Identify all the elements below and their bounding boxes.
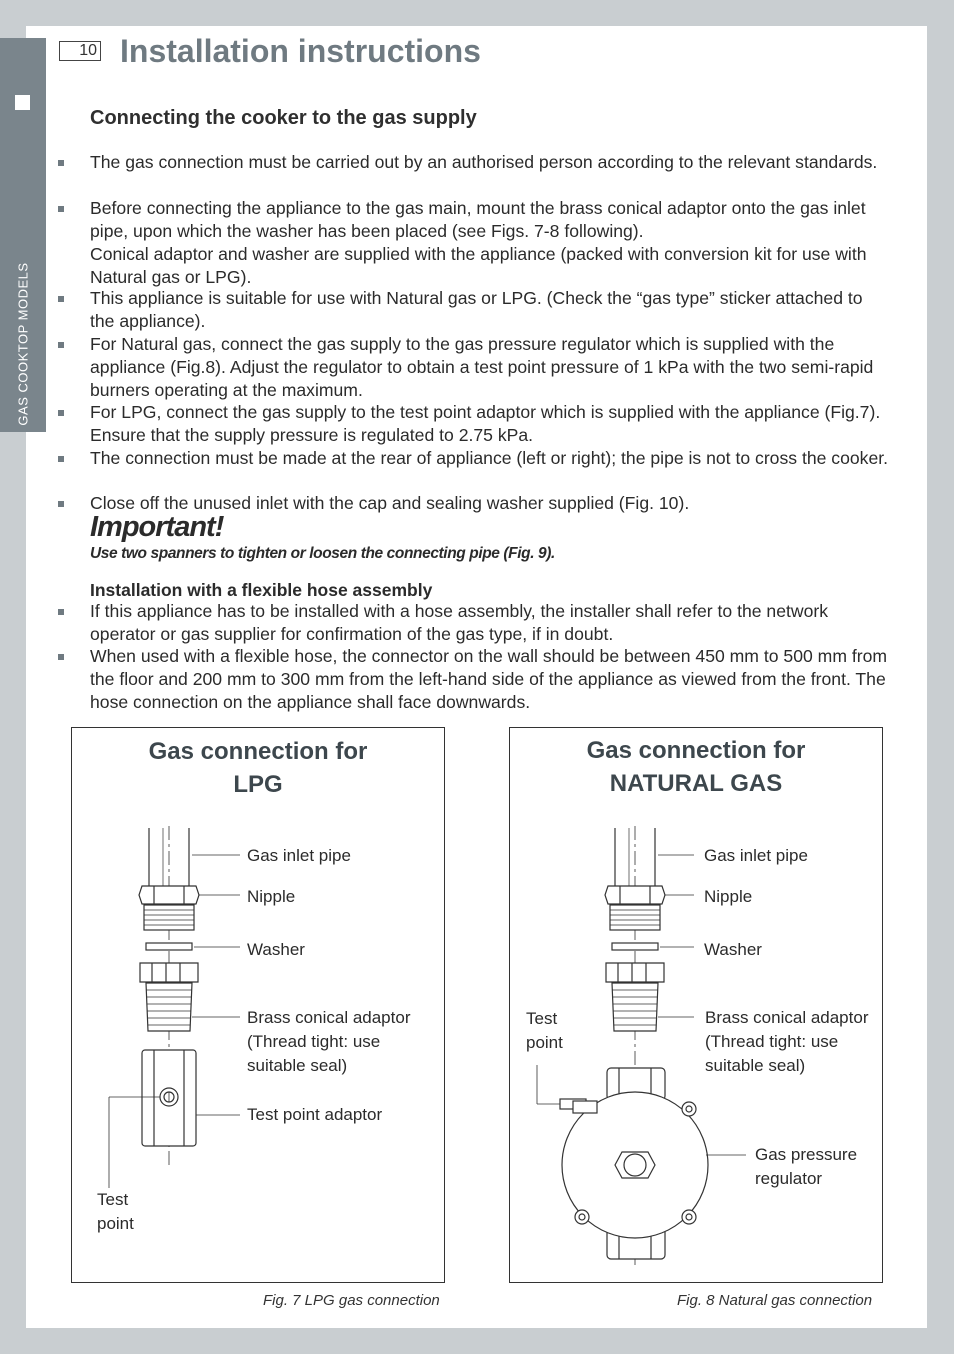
- list-item: [90, 645, 890, 714]
- list-item: [90, 600, 890, 646]
- figure-caption: Fig. 7 LPG gas connection: [263, 1292, 440, 1309]
- bullet-marker: [58, 296, 64, 302]
- label-gas-pressure-regulator: regulator: [755, 1169, 823, 1188]
- list-item-text: Close off the unused inlet with the cap and sealing washer supplied (Fig. 10).: [90, 493, 690, 513]
- list-item: [90, 151, 890, 174]
- label-washer: Washer: [247, 940, 305, 959]
- label-gas-pressure-regulator: Gas pressure: [755, 1145, 858, 1164]
- figure-caption: Fig. 8 Natural gas connection: [677, 1292, 873, 1309]
- figure-title: Gas connection for: [586, 737, 806, 764]
- list-item: [90, 197, 890, 289]
- label-washer: Washer: [704, 940, 762, 959]
- tab-marker: [15, 95, 30, 110]
- label-brass-adaptor: (Thread tight: use: [705, 1032, 839, 1051]
- label-nipple: Nipple: [247, 887, 296, 906]
- label-test-point: point: [526, 1033, 563, 1052]
- list-item-text: This appliance is suitable for use with Natural gas or LPG. (Check the “gas type” sticker attached to the appliance).: [90, 288, 863, 331]
- bullet-marker: [58, 501, 64, 507]
- list-item: [90, 333, 890, 402]
- list-item-text: Conical adaptor and washer are supplied with the appliance (packed with conversion kit for use with Natural gas or LPG).: [90, 244, 867, 287]
- label-gas-inlet-pipe: Gas inlet pipe: [247, 846, 351, 865]
- list-item-text: For LPG, connect the gas supply to the test point adaptor which is supplied with the appliance (Fig.7). Ensure that the supply pressure is regulated to 2.75 kPa.: [90, 402, 881, 445]
- list-item: [90, 287, 890, 333]
- label-brass-adaptor: (Thread tight: use: [247, 1032, 381, 1051]
- list-item: [90, 447, 890, 470]
- side-tab: [0, 38, 46, 432]
- bullet-marker: [58, 206, 64, 212]
- figure-title: LPG: [233, 771, 283, 798]
- label-test-point-adaptor: Test point adaptor: [247, 1105, 383, 1124]
- list-item-text: If this appliance has to be installed with a hose assembly, the installer shall refer to the network operator or gas supplier for confirmation of the gas type, if in doubt.: [90, 601, 829, 644]
- bullet-marker: [58, 410, 64, 416]
- label-brass-adaptor: suitable seal): [247, 1056, 348, 1075]
- bullet-marker: [58, 609, 64, 615]
- bullet-marker: [58, 160, 64, 166]
- figure-lpg: [71, 727, 445, 1283]
- hose-heading: Installation with a flexible hose assembly: [90, 580, 433, 600]
- side-tab-label: GAS COOKTOP MODELS: [15, 262, 31, 426]
- page-title: Installation instructions: [120, 33, 481, 69]
- figure-title: Gas connection for: [148, 738, 368, 765]
- figure-natural-gas: [509, 727, 883, 1283]
- bullet-marker: [58, 342, 64, 348]
- list-item-text: For Natural gas, connect the gas supply to the gas pressure regulator which is supplied with the appliance (Fig.8). Adjust the regulator to obtain a test point pressure of 1 kPa with the two semi-rapid burners operating at the maximum.: [90, 334, 874, 400]
- section-heading: Connecting the cooker to the gas supply: [90, 107, 477, 129]
- label-test-point: Test: [97, 1190, 129, 1209]
- label-test-point: point: [97, 1214, 134, 1233]
- list-item-text: When used with a flexible hose, the connector on the wall should be between 450 mm to 500 mm from the floor and 200 mm to 300 mm from the left-hand side of the appliance as viewed from the front. The hose connection on the appliance shall face downwards.: [90, 646, 888, 712]
- label-nipple: Nipple: [704, 887, 753, 906]
- bullet-marker: [58, 456, 64, 462]
- label-brass-adaptor: suitable seal): [705, 1056, 806, 1075]
- list-item: [90, 401, 890, 447]
- important-heading: Important!: [90, 511, 224, 543]
- figure-title: NATURAL GAS: [609, 770, 783, 797]
- list-item-text: Before connecting the appliance to the gas main, mount the brass conical adaptor onto the gas inlet pipe, upon which the washer has been placed (see Figs. 7-8 following).: [90, 198, 866, 241]
- list-item-text: The gas connection must be carried out by an authorised person according to the relevant standards.: [90, 152, 878, 172]
- important-note: Use two spanners to tighten or loosen the connecting pipe (Fig. 9).: [90, 545, 555, 562]
- label-brass-adaptor: Brass conical adaptor: [705, 1008, 869, 1027]
- bullet-marker: [58, 654, 64, 660]
- label-brass-adaptor: Brass conical adaptor: [247, 1008, 411, 1027]
- label-test-point: Test: [526, 1009, 558, 1028]
- list-item-text: The connection must be made at the rear of appliance (left or right); the pipe is not to cross the cooker.: [90, 448, 889, 468]
- page-number: 10: [59, 41, 101, 61]
- label-gas-inlet-pipe: Gas inlet pipe: [704, 846, 808, 865]
